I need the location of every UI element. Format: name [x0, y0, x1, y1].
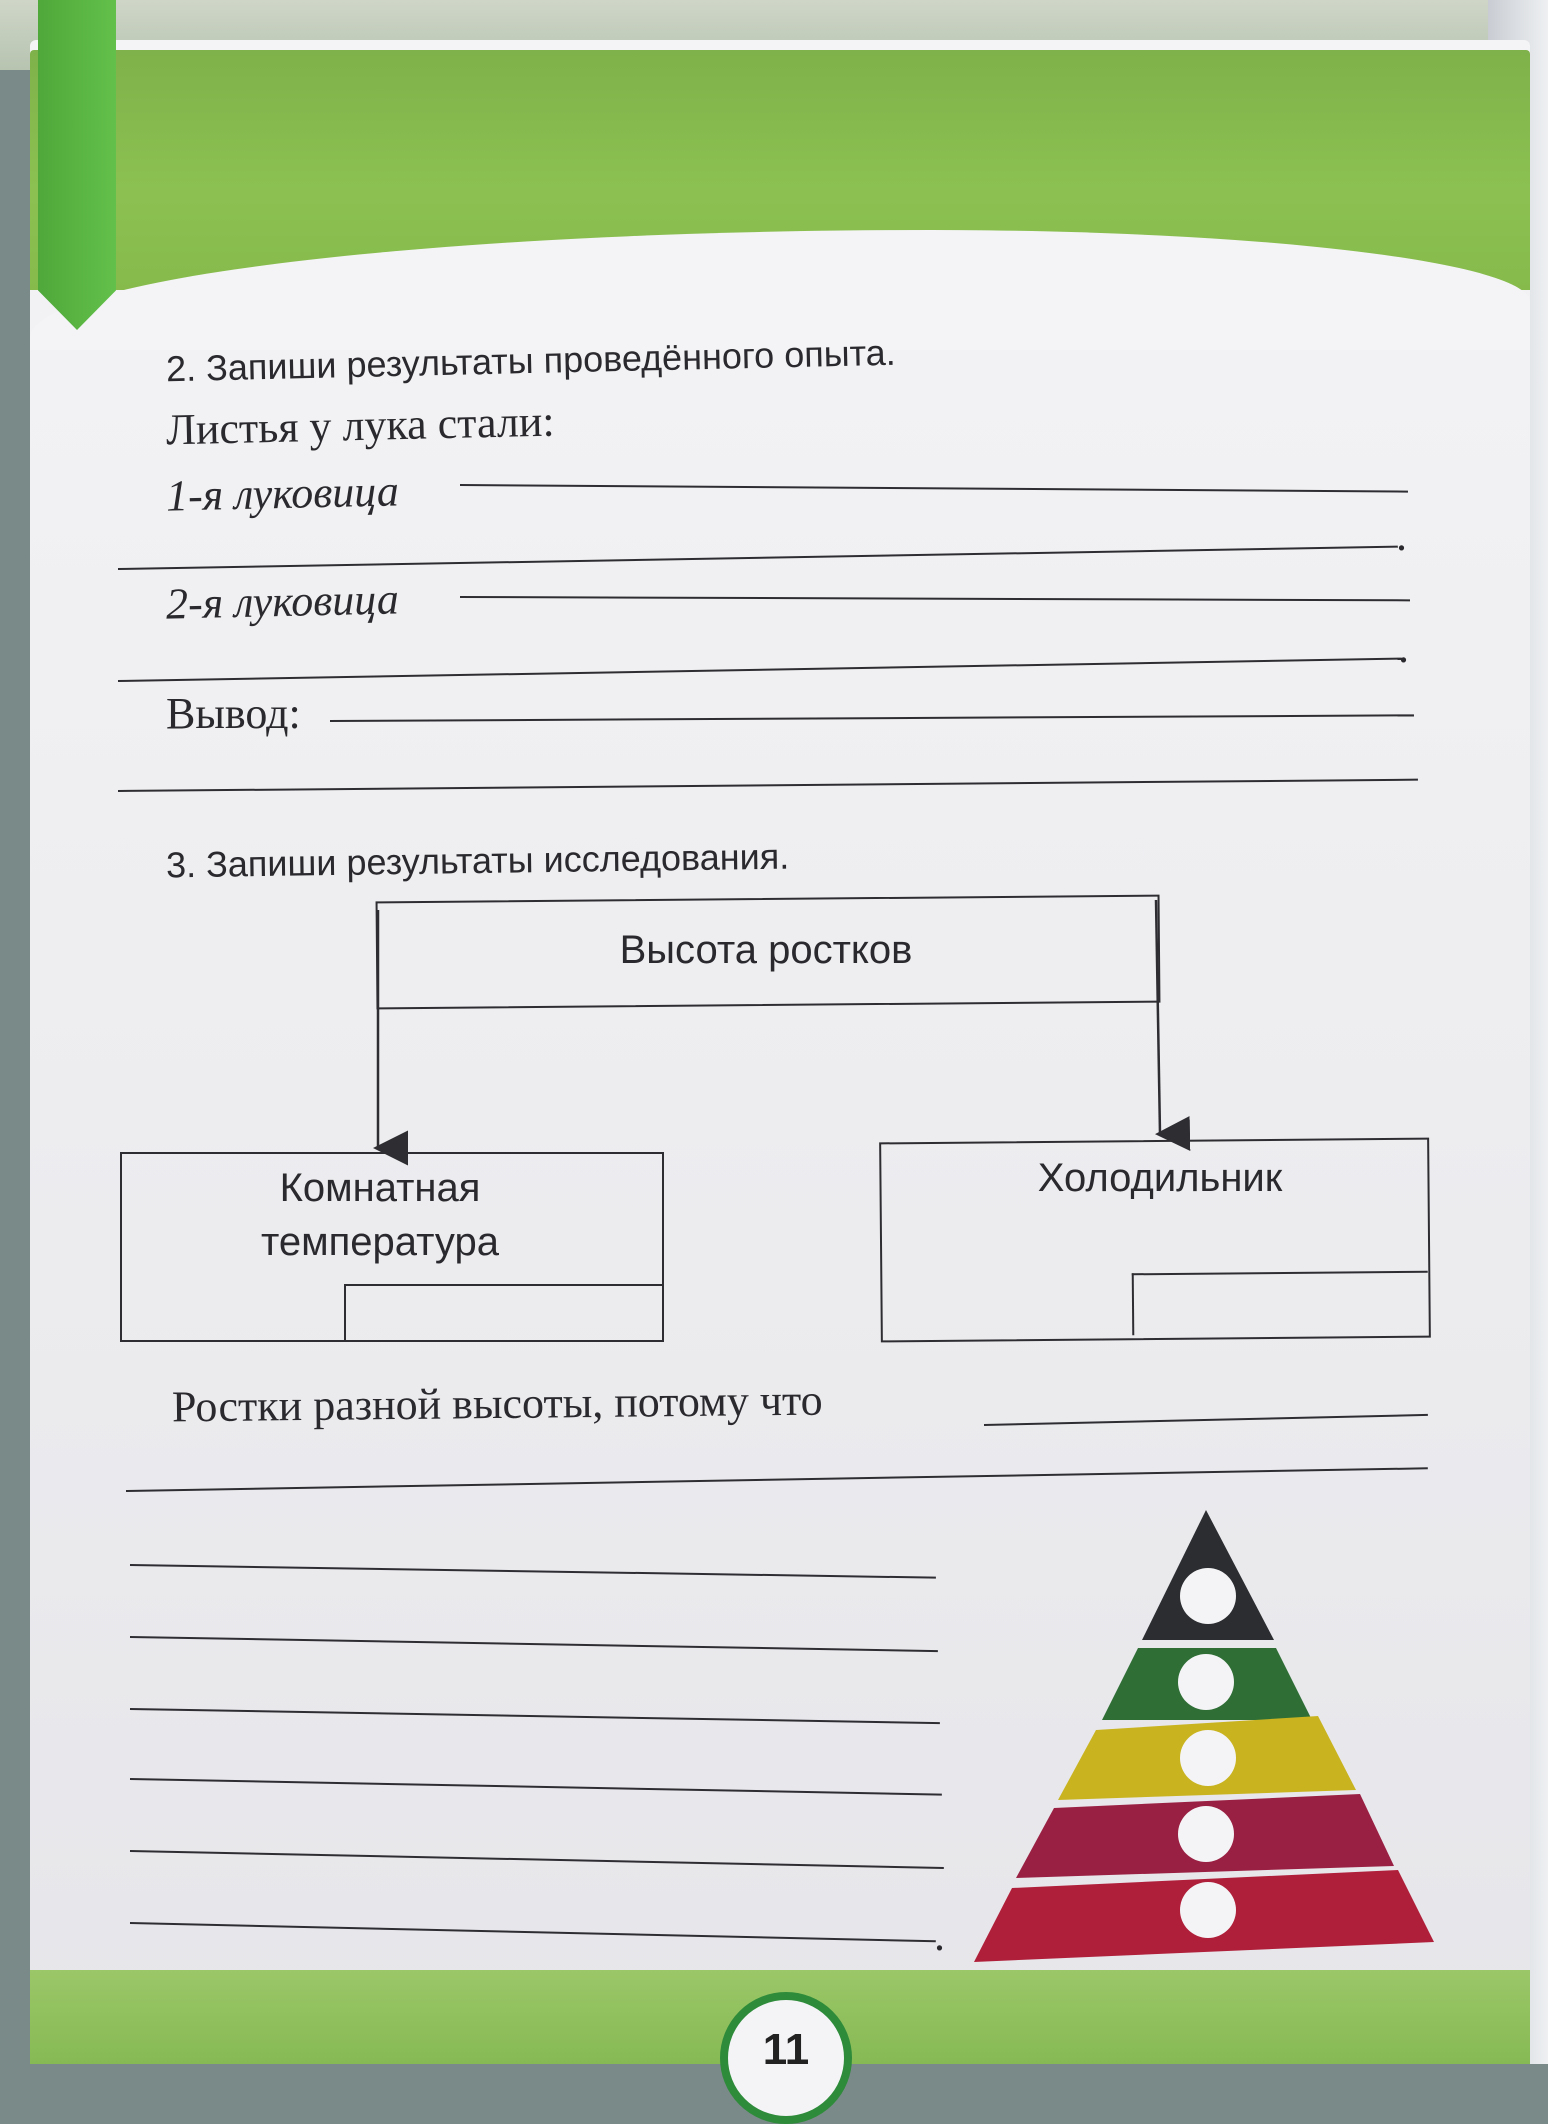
left-box-label-line2: температура	[261, 1220, 499, 1264]
reason-period: .	[934, 1911, 945, 1960]
pyramid-circle-4	[1178, 1806, 1234, 1862]
top-box-label: Высота ростков	[619, 928, 913, 972]
page-number: 11	[720, 1992, 852, 2124]
conclusion-label: Вывод:	[166, 689, 301, 738]
bulb2-label: 2-я луковица	[165, 574, 400, 629]
bulb1-label: 1-я луковица	[165, 466, 400, 521]
task3-title: 3. Запиши результаты исследования.	[165, 835, 790, 886]
pyramid-circle-5	[1180, 1882, 1236, 1938]
task3-sentence: Ростки разной высоты, потому что	[171, 1375, 823, 1432]
bulb1-period: .	[1396, 511, 1407, 560]
task2-subtitle: Листья у лука стали:	[165, 396, 556, 455]
pyramid-circle-3	[1180, 1730, 1236, 1786]
left-box-label-line1: Комнатная	[279, 1166, 481, 1210]
task2-title: 2. Запиши результаты проведённого опыта.	[165, 331, 897, 390]
bulb2-period: .	[1398, 623, 1409, 672]
pyramid-circle-1	[1180, 1568, 1236, 1624]
pyramid-circle-2	[1178, 1654, 1234, 1710]
right-box-label: Холодильник	[1037, 1156, 1283, 1200]
